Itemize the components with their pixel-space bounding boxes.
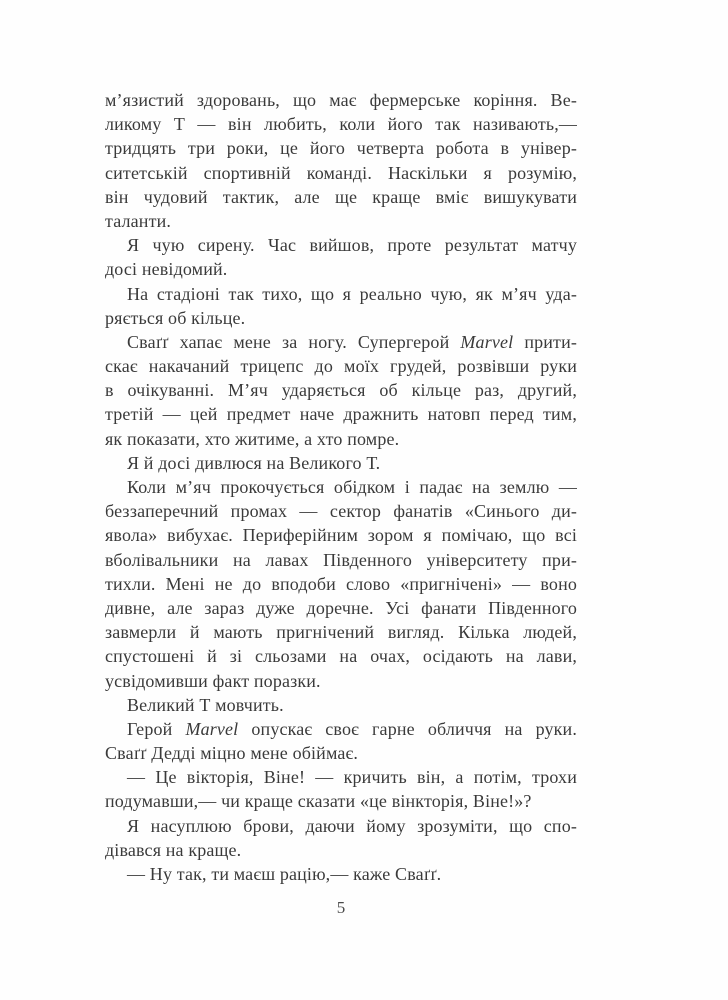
text-line: третій — цей предмет наче дражнить натовп перед тим, [105, 404, 577, 425]
text-line: На стадіоні так тихо, що я реально чую, як м’яч уда- [127, 283, 577, 304]
text-line: спустошені й зі сльозами на очах, осідають на лави, [105, 646, 577, 667]
text-line: подумавши,— чи краще сказати «це вінкторія, Віне!»? [105, 791, 532, 812]
page-number: 5 [336, 898, 346, 917]
text-line: таланти. [105, 210, 172, 231]
text-line: тридцять три роки, це його четверта робота в універ- [105, 138, 577, 159]
text-line: тихли. Мені не до вподоби слово «пригнічені» — воно [105, 573, 577, 594]
text-line: Коли м’яч прокочується обідком і падає на землю — [127, 477, 577, 497]
text-line: ряється об кільце. [105, 307, 246, 328]
text-line: дивне, але зараз дуже доречне. Усі фанати Південного [105, 597, 577, 618]
italic-text: Marvel [185, 718, 239, 739]
text-line: явола» вибухає. Периферійним зором я помічаю, що всі [105, 525, 577, 546]
italic-text: Marvel [460, 331, 514, 352]
page-text [105, 88, 577, 886]
text-line: як показати, хто житиме, а хто помре. [105, 428, 400, 449]
text-line: вболівальники на лавах Південного університету при- [105, 549, 577, 570]
text-line: скає накачаний трицепс до моїх грудей, розвівши руки [105, 356, 577, 377]
text-line: Сваґґ хапає мене за ногу. Супергерой Marvel прити- [127, 331, 577, 352]
text-line: в очікуванні. М’яч ударяється об кільце раз, другий, [105, 380, 577, 401]
text-line: Сваґґ Дедді міцно мене обіймає. [105, 743, 359, 764]
text-line: усвідомивши факт поразки. [105, 670, 321, 691]
text-line: Герой Marvel опускає своє гарне обличчя на руки. [127, 718, 577, 739]
text-line: м’язистий здоровань, що має фермерське коріння. Ве- [105, 90, 577, 110]
text-line: завмерли й мають пригнічений вигляд. Кілька людей, [105, 622, 577, 643]
text-line: — Ну так, ти маєш рацію,— каже Сваґґ. [127, 864, 442, 884]
text-line: Я насуплюю брови, даючи йому зрозуміти, що спо- [127, 815, 577, 836]
text-line: — Це вікторія, Віне! — кричить він, а потім, трохи [127, 767, 577, 788]
text-line: дівався на краще. [105, 839, 242, 860]
text-line: досі невідомий. [105, 259, 228, 280]
text-line: Я й досі дивлюся на Великого Т. [127, 452, 381, 473]
text-line: ситетській спортивній команді. Наскільки я розумію, [105, 162, 577, 183]
text-line: Великий Т мовчить. [127, 694, 284, 715]
text-line: беззаперечний промах — сектор фанатів «Синього ди- [105, 501, 577, 522]
text-line: ликому Т — він любить, коли його так називають,— [105, 114, 577, 135]
text-line: Я чую сирену. Час вийшов, проте результат матчу [127, 235, 577, 256]
text-line: він чудовий тактик, але ще краще вміє вишукувати [105, 186, 577, 207]
